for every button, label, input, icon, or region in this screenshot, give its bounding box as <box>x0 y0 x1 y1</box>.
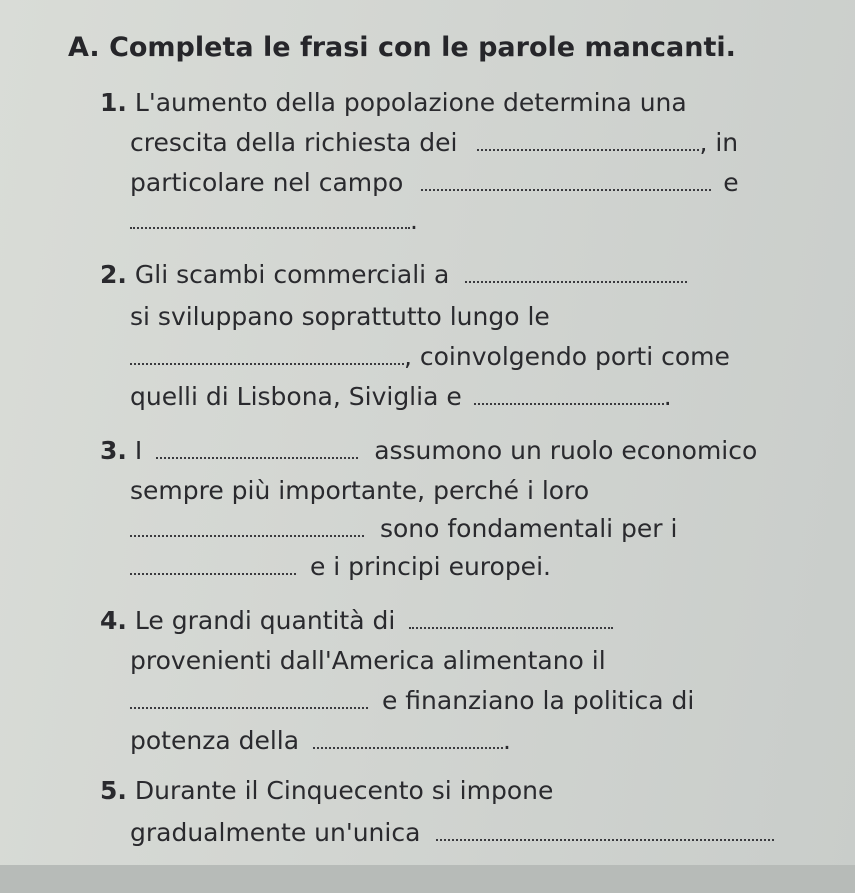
sentence-text: e <box>723 168 739 197</box>
sentence-text: . <box>663 382 672 411</box>
sentence-text: si sviluppano soprattutto lungo le <box>130 302 550 331</box>
sentence-text: Gli scambi commerciali a <box>134 260 450 289</box>
item-2-line-3 <box>130 342 730 372</box>
item-number: 3. <box>100 436 127 465</box>
exercise-heading <box>68 32 736 63</box>
sentence-text: sempre più importante, perché i loro <box>130 476 590 505</box>
sentence-text: e finanziano la politica di <box>381 686 695 715</box>
answer-blank[interactable] <box>421 169 711 191</box>
sentence-text: , coinvolgendo porti come <box>404 342 730 371</box>
item-2-line-1 <box>100 260 687 290</box>
item-number: 1. <box>100 88 127 117</box>
sentence-text: Le grandi quantità di <box>134 606 396 635</box>
answer-blank[interactable] <box>477 129 699 151</box>
answer-blank[interactable] <box>436 819 774 841</box>
page-bottom-edge <box>0 865 855 893</box>
sentence-text: assumono un ruolo economico <box>374 436 758 465</box>
item-3-line-1 <box>100 436 757 466</box>
exercise-label: A. <box>68 32 100 63</box>
exercise-instruction: Completa le frasi con le parole mancanti. <box>109 32 736 63</box>
item-3-line-4 <box>130 552 551 582</box>
item-1-line-1 <box>100 88 687 118</box>
item-number: 4. <box>100 606 127 635</box>
item-4-line-1 <box>100 606 613 636</box>
answer-blank[interactable] <box>156 437 358 459</box>
answer-blank[interactable] <box>465 261 687 283</box>
item-4-line-2 <box>130 646 606 676</box>
sentence-text: . <box>410 206 418 235</box>
item-4-line-3 <box>130 686 694 716</box>
sentence-text: . <box>503 726 511 755</box>
item-number: 5. <box>100 776 127 805</box>
answer-blank[interactable] <box>130 687 368 709</box>
item-2-line-4 <box>130 382 672 412</box>
item-5-line-1 <box>100 776 553 806</box>
answer-blank[interactable] <box>130 207 410 229</box>
answer-blank[interactable] <box>130 515 364 537</box>
answer-blank[interactable] <box>474 383 664 405</box>
sentence-text: sono fondamentali per i <box>379 514 678 543</box>
sentence-text: I <box>134 436 143 465</box>
item-1-line-3 <box>130 168 739 198</box>
sentence-text: e i principi europei. <box>309 552 551 581</box>
answer-blank[interactable] <box>130 343 404 365</box>
item-2-line-2 <box>130 302 550 332</box>
item-3-line-3 <box>130 514 677 544</box>
sentence-text: , in <box>699 128 739 157</box>
item-3-line-2 <box>130 476 589 506</box>
sentence-text: crescita della richiesta dei <box>130 128 458 157</box>
sentence-text: gradualmente un'unica <box>130 818 421 847</box>
answer-blank[interactable] <box>130 553 296 575</box>
item-1-line-4 <box>130 206 418 236</box>
sentence-text: L'aumento della popolazione determina una <box>134 88 687 117</box>
answer-blank[interactable] <box>313 727 503 749</box>
sentence-text: provenienti dall'America alimentano il <box>130 646 606 675</box>
answer-blank[interactable] <box>409 607 613 629</box>
item-1-line-2 <box>130 128 738 158</box>
sentence-text: particolare nel campo <box>130 168 404 197</box>
sentence-text: Durante il Cinquecento si impone <box>134 776 554 805</box>
item-number: 2. <box>100 260 127 289</box>
item-5-line-2 <box>130 818 774 848</box>
sentence-text: potenza della <box>130 726 300 755</box>
sentence-text: quelli di Lisbona, Siviglia e <box>130 382 462 411</box>
item-4-line-4 <box>130 726 511 756</box>
